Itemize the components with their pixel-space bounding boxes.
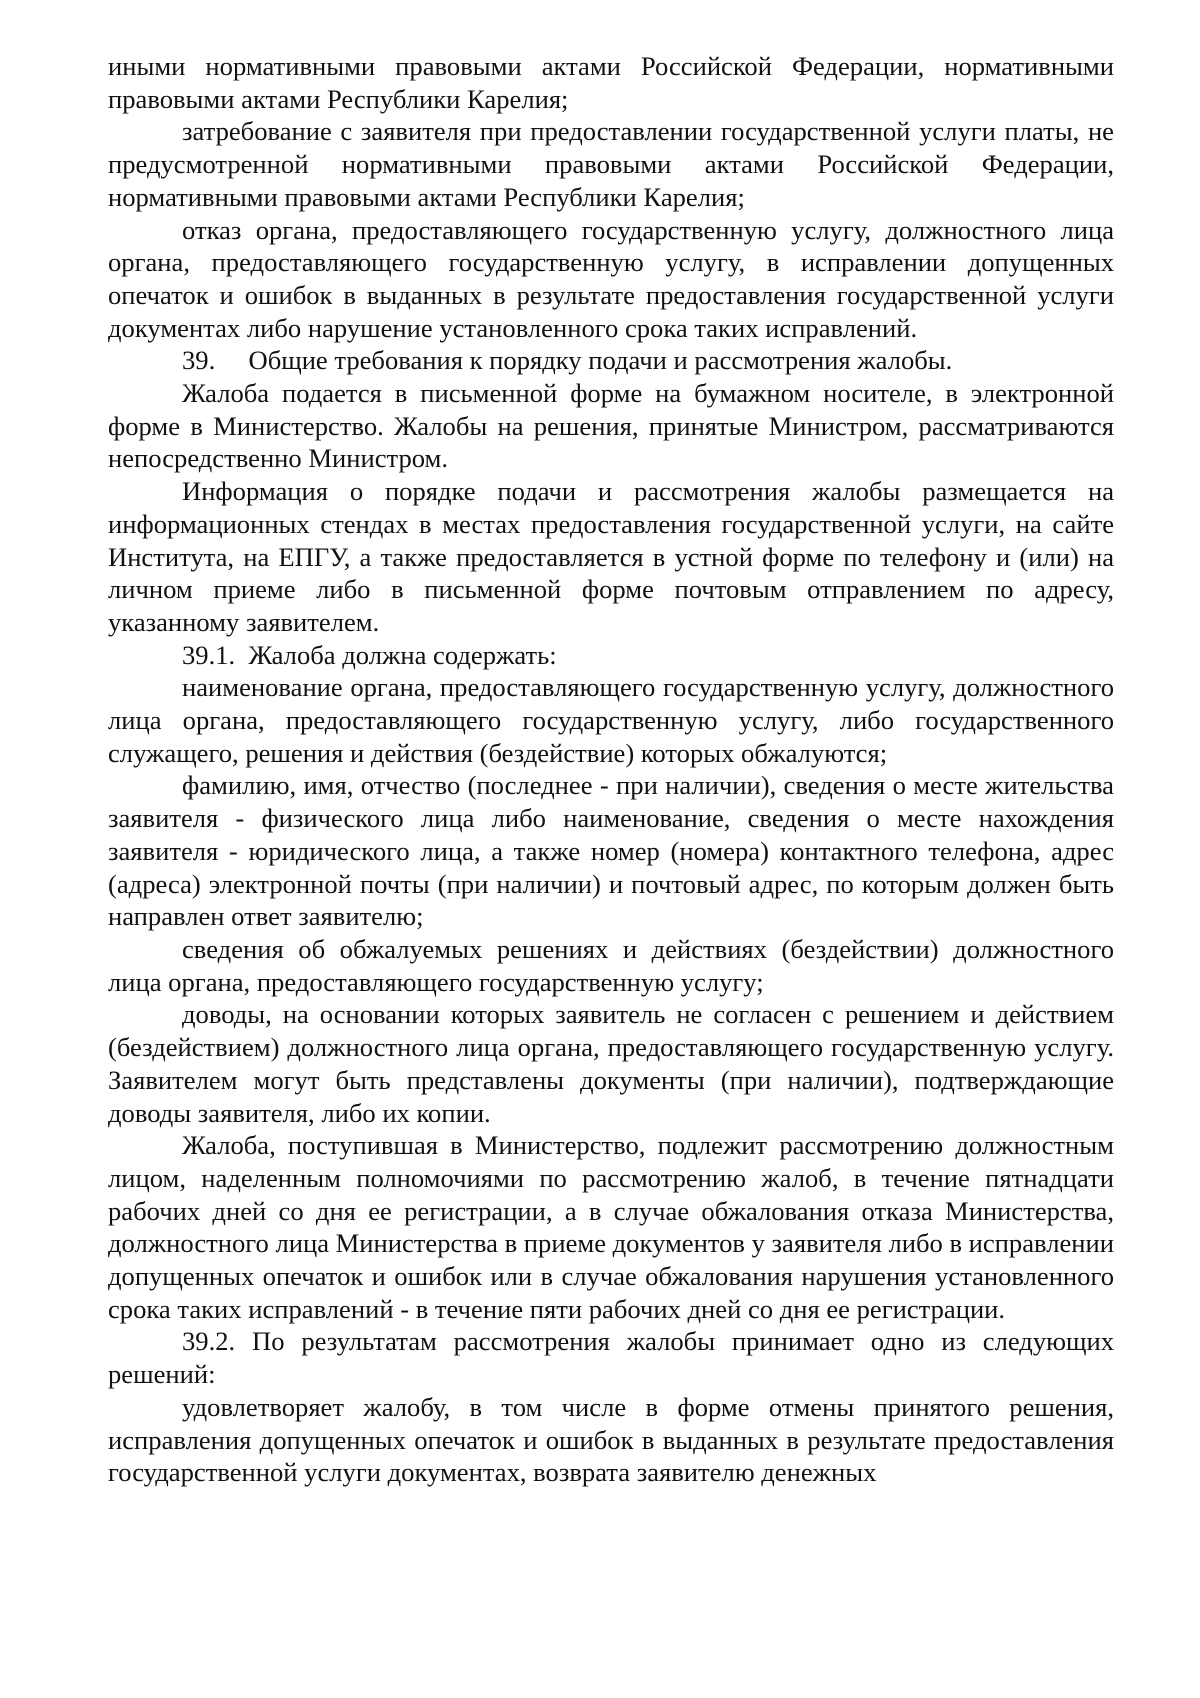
doc-paragraph-5: Информация о порядке подачи и рассмотрения жалобы размещается на информационных стендах в местах предоставления государственной услуги, на сайте Института, на ЕПГУ, а также предоставляется в устной форме по телефону и (или) на личном приеме либо в письменной форме почтовым отправлением по адресу, указанному заявителем. [108, 476, 1114, 637]
doc-paragraph-7: наименование органа, предоставляющего государственную услугу, должностного лица органа, предоставляющего государственную услугу, либо государственного служащего, решения и действия (бездействие) которых обжалуются; [108, 672, 1114, 768]
doc-paragraph-3: 39. Общие требования к порядку подачи и рассмотрения жалобы. [182, 345, 953, 376]
doc-paragraph-11: Жалоба, поступившая в Министерство, подлежит рассмотрению должностным лицом, наделенным полномочиями по рассмотрению жалоб, в течение пятнадцати рабочих дней со дня ее регистрации, а в случае обжалования отказа Министерства, должностного лица Министерства в приеме документов у заявителя либо в исправлении допущенных опечаток и ошибок или в случае обжалования нарушения установленного срока таких исправлений - в течение пяти рабочих дней со дня ее регистрации. [108, 1130, 1114, 1324]
doc-paragraph-13: удовлетворяет жалобу, в том числе в форме отмены принятого решения, исправления допущенных опечаток и ошибок в выданных в результате предоставления государственной услуги документах, возврата заявителю денежных [108, 1391, 1114, 1488]
doc-paragraph-6: 39.1. Жалоба должна содержать: [182, 639, 557, 670]
doc-paragraph-2: отказ органа, предоставляющего государственную услугу, должностного лица органа, предоставляющего государственную услугу, в исправлении допущенных опечаток и ошибок в выданных в результате предоставления государственной услуги документах либо нарушение установленного срока таких исправлений. [108, 214, 1114, 343]
doc-paragraph-0: иными нормативными правовыми актами Российской Федерации, нормативными правовыми актами Республики Карелия; [108, 51, 1114, 114]
document-body [108, 50, 1114, 1489]
doc-paragraph-1: затребование с заявителя при предоставлении государственной услуги платы, не предусмотренной нормативными правовыми актами Российской Федерации, нормативными правовыми актами Республики Карелия; [108, 116, 1114, 212]
doc-paragraph-9: сведения об обжалуемых решениях и действиях (бездействии) должностного лица органа, предоставляющего государственную услугу; [108, 933, 1114, 997]
doc-paragraph-4: Жалоба подается в письменной форме на бумажном носителе, в электронной форме в Министерство. Жалобы на решения, принятые Министром, рассматриваются непосредственно Министром. [108, 378, 1114, 474]
doc-paragraph-12: 39.2. По результатам рассмотрения жалобы принимает одно из следующих решений: [108, 1326, 1114, 1390]
doc-paragraph-8: фамилию, имя, отчество (последнее - при наличии), сведения о месте жительства заявителя - физического лица либо наименование, сведения о месте нахождения заявителя - юридического лица, а также номер (номера) контактного телефона, адрес (адреса) электронной почты (при наличии) и почтовый адрес, по которым должен быть направлен ответ заявителю; [108, 770, 1114, 932]
doc-paragraph-10: доводы, на основании которых заявитель не согласен с решением и действием (бездействием) должностного лица органа, предоставляющего государственную услугу. Заявителем могут быть представлены документы (при наличии), подтверждающие доводы заявителя, либо их копии. [108, 999, 1114, 1128]
